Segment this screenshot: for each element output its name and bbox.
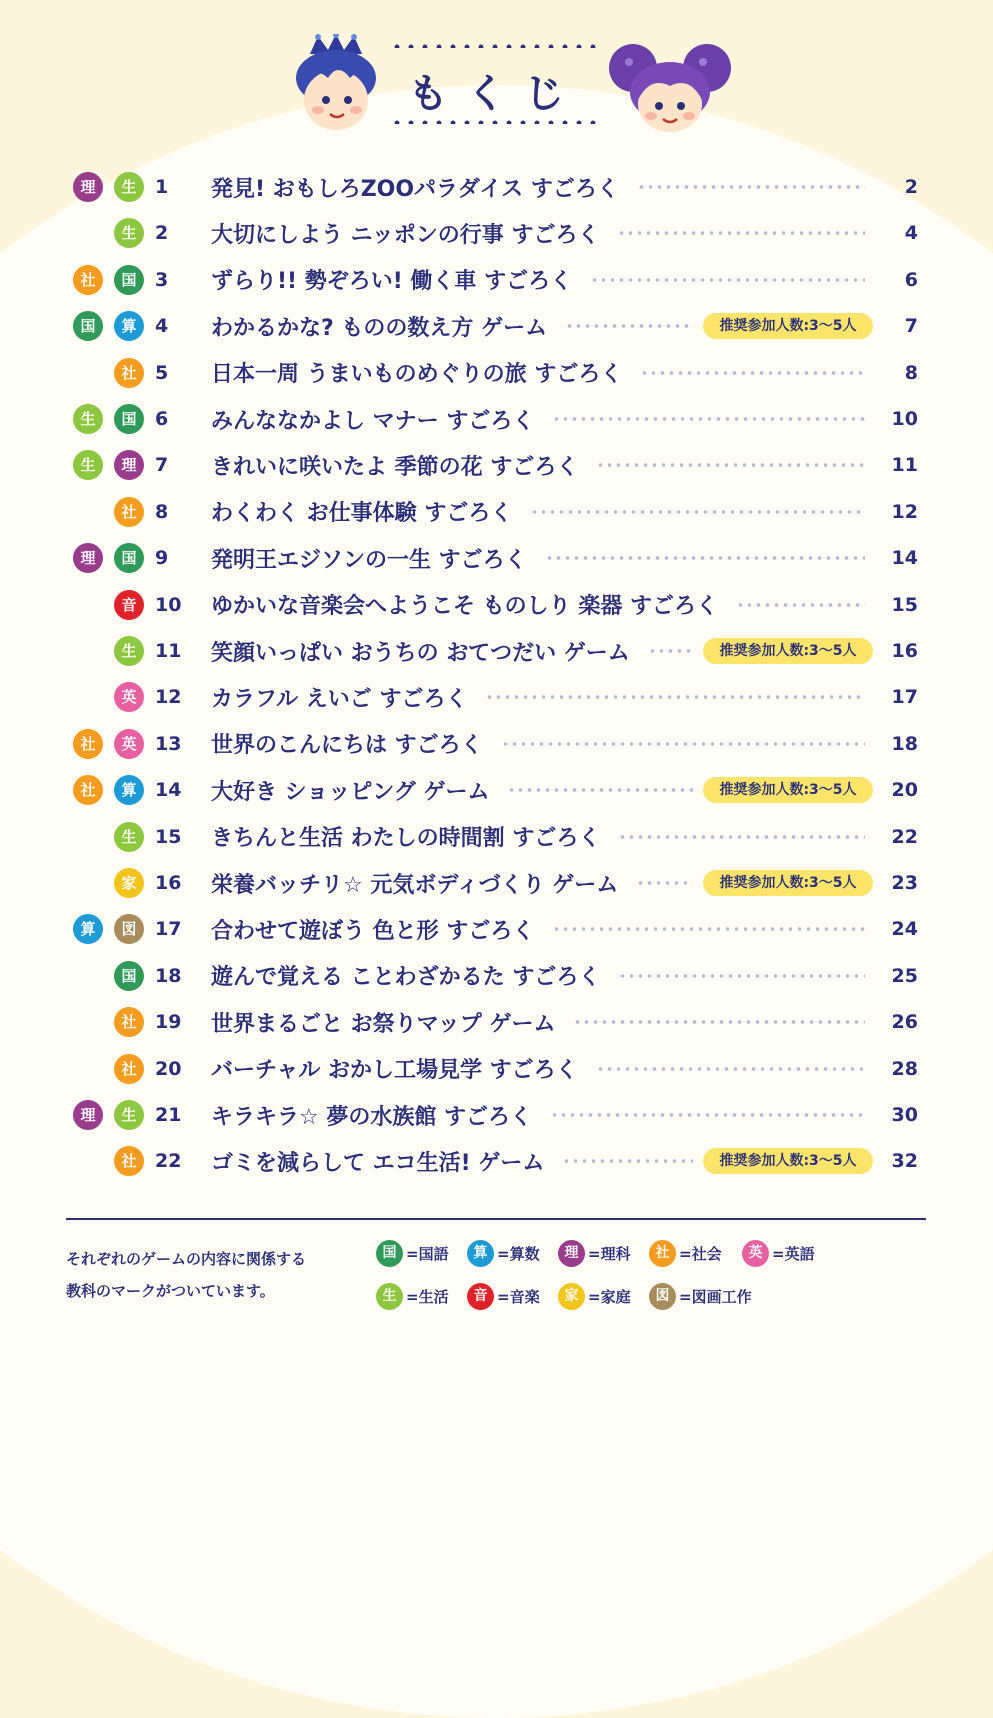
page-number: 15 <box>891 593 918 616</box>
toc-row[interactable] <box>0 859 993 905</box>
dot-leader <box>530 510 865 514</box>
legend-item <box>649 1238 722 1268</box>
dot-leader <box>545 556 865 560</box>
entry-title[interactable]: 栄養バッチリ☆ 元気ボディづくり ゲーム <box>211 872 619 898</box>
page-number: 32 <box>891 1150 918 1173</box>
entry-title[interactable]: バーチャル おかし工場見学 すごろく <box>211 1058 578 1084</box>
dot-leader <box>565 324 693 328</box>
toc-row[interactable] <box>0 1137 993 1183</box>
dot-leader <box>736 603 865 607</box>
dot-leader <box>640 371 865 375</box>
entry-title-line <box>211 1099 875 1131</box>
subject-badge: 音 <box>114 590 144 620</box>
subject-badge: 家 <box>114 868 144 898</box>
entry-title-line <box>211 171 875 203</box>
legend-subject-label: =英語 <box>772 1244 815 1263</box>
subject-badge: 社 <box>114 497 144 527</box>
page-number: 4 <box>904 222 918 245</box>
entry-title-line <box>211 217 875 249</box>
player-count-pill: 推奨参加人数:3〜5人 <box>703 313 873 339</box>
entry-number: 6 <box>155 408 169 430</box>
legend-subject-badge: 図 <box>649 1283 676 1310</box>
legend-item <box>558 1238 631 1268</box>
page-number: 16 <box>891 640 918 662</box>
entry-title-line <box>211 821 875 853</box>
legend-subject-badge: 国 <box>376 1240 403 1267</box>
entry-number: 18 <box>155 964 182 987</box>
subject-badge: 理 <box>73 543 103 573</box>
dot-leader <box>617 231 865 235</box>
dot-leader <box>636 881 693 885</box>
entry-title-line <box>211 449 875 481</box>
subject-badge: 英 <box>114 729 144 759</box>
entry-title[interactable]: 大切にしよう ニッポンの行事 すごろく <box>211 222 600 248</box>
page-number: 26 <box>891 1011 918 1034</box>
page-number: 6 <box>904 268 918 291</box>
page-number: 24 <box>891 918 918 941</box>
dot-leader <box>648 649 693 653</box>
legend-subject-label: =生活 <box>406 1287 449 1306</box>
page-title: もくじ <box>408 71 582 117</box>
subject-badge: 社 <box>114 1054 144 1084</box>
toc-row[interactable] <box>0 534 993 580</box>
toc-row[interactable] <box>0 349 993 395</box>
entry-number: 9 <box>155 547 169 570</box>
legend-subject-label: =算数 <box>497 1244 540 1263</box>
legend-subject-badge: 社 <box>649 1240 676 1267</box>
entry-title-line <box>211 403 875 435</box>
legend-subject-label: =理科 <box>588 1244 631 1263</box>
player-count-pill: 推奨参加人数:3〜5人 <box>703 870 873 896</box>
entry-number: 17 <box>155 918 182 941</box>
page-number: 23 <box>891 872 918 894</box>
entry-title-line <box>211 681 875 713</box>
subject-badge: 社 <box>73 729 103 759</box>
entry-title[interactable]: 笑顔いっぱい おうちの おてつだい ゲーム <box>211 640 630 666</box>
legend-item <box>467 1281 540 1311</box>
entry-title[interactable]: ゆかいな音楽会へようこそ ものしり 楽器 すごろく <box>211 594 718 620</box>
toc-row[interactable] <box>0 302 993 348</box>
toc-row[interactable] <box>0 1091 993 1137</box>
subject-badge: 生 <box>114 1100 144 1130</box>
legend-subject-badge: 家 <box>558 1283 585 1310</box>
page-number: 8 <box>904 361 918 384</box>
entry-number: 2 <box>155 222 169 245</box>
dot-leader <box>550 1113 865 1117</box>
entry-title-line <box>211 1145 875 1177</box>
legend-divider <box>66 1218 926 1220</box>
entry-title[interactable]: 発明王エジソンの一生 すごろく <box>211 547 527 573</box>
dot-leader <box>573 1020 865 1024</box>
subject-badge: 国 <box>114 265 144 295</box>
entry-number: 11 <box>155 640 182 662</box>
legend-item <box>376 1238 449 1268</box>
entry-number: 13 <box>155 732 182 755</box>
entry-number: 1 <box>155 176 169 198</box>
subject-badge: 社 <box>73 265 103 295</box>
toc-row[interactable] <box>0 395 993 441</box>
entry-title-line <box>211 1006 875 1038</box>
entry-number: 16 <box>155 872 182 894</box>
entry-title[interactable]: きれいに咲いたよ 季節の花 すごろく <box>211 454 579 480</box>
entry-title-line <box>211 542 875 574</box>
entry-title[interactable]: 世界まるごと お祭りマップ ゲーム <box>211 1011 556 1037</box>
toc-row[interactable] <box>0 627 993 673</box>
entry-number: 8 <box>155 500 169 523</box>
toc-row[interactable] <box>0 905 993 951</box>
entry-number: 7 <box>155 454 169 477</box>
toc-row[interactable] <box>0 581 993 627</box>
toc-row[interactable] <box>0 163 993 209</box>
page-number: 10 <box>891 408 918 430</box>
entry-title-line <box>211 774 875 806</box>
title-block <box>390 40 600 132</box>
dot-leader <box>552 417 865 421</box>
toc-row[interactable] <box>0 766 993 812</box>
legend-subject-badge: 音 <box>467 1283 494 1310</box>
toc-row[interactable] <box>0 209 993 255</box>
page-number: 30 <box>891 1104 918 1126</box>
entry-title-line <box>211 310 875 342</box>
entry-number: 5 <box>155 361 169 384</box>
title-dotted-rule-bottom <box>390 120 600 124</box>
page-number: 12 <box>891 500 918 523</box>
entry-title[interactable]: わかるかな? ものの数え方 ゲーム <box>211 315 548 341</box>
subject-badge: 国 <box>114 961 144 991</box>
toc-row[interactable] <box>0 256 993 302</box>
boy-character-illustration <box>288 34 384 134</box>
entry-number: 14 <box>155 779 182 802</box>
entry-title-line <box>211 264 875 296</box>
subject-badge: 社 <box>114 1007 144 1037</box>
dot-leader <box>618 835 865 839</box>
subject-badge: 算 <box>73 914 103 944</box>
subject-badge: 生 <box>73 404 103 434</box>
legend-subject-label: =国語 <box>406 1244 449 1263</box>
toc-row[interactable] <box>0 488 993 534</box>
legend-subject-badge: 生 <box>376 1283 403 1310</box>
dot-leader <box>507 788 693 792</box>
legend-item <box>558 1281 631 1311</box>
page-number: 25 <box>891 964 918 987</box>
entry-title[interactable]: 大好き ショッピング ゲーム <box>211 779 490 805</box>
legend-note-line-1: それぞれのゲームの内容に関係する <box>66 1250 307 1268</box>
entry-title[interactable]: 発見! おもしろZOOパラダイス すごろく <box>211 176 619 202</box>
entry-title[interactable]: キラキラ☆ 夢の水族館 すごろく <box>211 1104 533 1130</box>
legend-subject-label: =社会 <box>679 1244 722 1263</box>
dot-leader <box>501 742 865 746</box>
legend-subject-label: =家庭 <box>588 1287 631 1306</box>
entry-title[interactable]: 日本一周 うまいものめぐりの旅 すごろく <box>211 362 623 388</box>
subject-badge: 理 <box>114 450 144 480</box>
entry-number: 21 <box>155 1104 182 1126</box>
entry-title-line <box>211 913 875 945</box>
entry-title-line <box>211 635 875 667</box>
entry-title[interactable]: ゴミを減らして エコ生活! ゲーム <box>211 1150 545 1176</box>
legend-item <box>467 1238 540 1268</box>
page-number: 20 <box>891 779 918 802</box>
subject-badge: 英 <box>114 682 144 712</box>
subject-badge: 生 <box>114 822 144 852</box>
legend-subject-badge: 理 <box>558 1240 585 1267</box>
dot-leader <box>590 278 865 282</box>
page-number: 17 <box>891 686 918 709</box>
legend-subject-badge: 英 <box>742 1240 769 1267</box>
toc-row[interactable] <box>0 813 993 859</box>
entry-title-line <box>211 867 875 899</box>
entry-title-line <box>211 1053 875 1085</box>
entry-title[interactable]: 遊んで覚える ことわざかるた すごろく <box>211 965 601 991</box>
entry-title-line <box>211 728 875 760</box>
legend-item <box>742 1238 815 1268</box>
girl-character-illustration <box>605 42 735 134</box>
entry-number: 19 <box>155 1011 182 1034</box>
page-number: 2 <box>904 176 918 198</box>
subject-badge: 社 <box>73 775 103 805</box>
toc-row[interactable] <box>0 998 993 1044</box>
subject-badge: 生 <box>114 218 144 248</box>
subject-badge: 国 <box>73 311 103 341</box>
legend-note <box>66 1243 366 1307</box>
dot-leader <box>596 1067 865 1071</box>
entry-title[interactable]: わくわく お仕事体験 すごろく <box>211 501 513 527</box>
legend-subject-badge: 算 <box>467 1240 494 1267</box>
subject-badge: 算 <box>114 775 144 805</box>
legend-subject-label: =音楽 <box>497 1287 540 1306</box>
subject-badge: 社 <box>114 358 144 388</box>
entry-number: 15 <box>155 825 182 848</box>
entry-number: 3 <box>155 268 169 291</box>
dot-leader <box>562 1159 693 1163</box>
subject-badge: 社 <box>114 1146 144 1176</box>
subject-badge: 生 <box>114 172 144 202</box>
page-number: 28 <box>891 1057 918 1080</box>
legend-item <box>649 1281 752 1311</box>
subject-badge: 理 <box>73 172 103 202</box>
toc-row[interactable] <box>0 673 993 719</box>
toc-row[interactable] <box>0 720 993 766</box>
entry-title-line <box>211 960 875 992</box>
entry-title[interactable]: カラフル えいご すごろく <box>211 686 468 712</box>
dot-leader <box>552 927 865 931</box>
legend-item <box>376 1281 449 1311</box>
legend-note-line-2: 教科のマークがついています。 <box>66 1282 275 1300</box>
entry-number: 12 <box>155 686 182 709</box>
legend-subject-label: =図画工作 <box>679 1287 752 1306</box>
entry-title[interactable]: ずらり!! 勢ぞろい! 働く車 すごろく <box>211 269 573 295</box>
subject-badge: 生 <box>73 450 103 480</box>
subject-badge: 図 <box>114 914 144 944</box>
entry-title[interactable]: みんななかよし マナー すごろく <box>211 408 535 434</box>
subject-badge: 理 <box>73 1100 103 1130</box>
entry-title[interactable]: 合わせて遊ぼう 色と形 すごろく <box>211 918 535 944</box>
entry-title[interactable]: きちんと生活 わたしの時間割 すごろく <box>211 826 601 852</box>
page-number: 18 <box>891 732 918 755</box>
entry-title-line <box>211 496 875 528</box>
entry-number: 20 <box>155 1057 182 1080</box>
subject-badge: 算 <box>114 311 144 341</box>
player-count-pill: 推奨参加人数:3〜5人 <box>703 1148 873 1174</box>
entry-number: 4 <box>155 315 169 338</box>
dot-leader <box>637 185 865 189</box>
toc-row[interactable] <box>0 952 993 998</box>
title-dotted-rule-top <box>390 44 600 48</box>
page-number: 22 <box>891 825 918 848</box>
toc-row[interactable] <box>0 441 993 487</box>
page-number: 7 <box>904 315 918 338</box>
entry-number: 22 <box>155 1150 182 1173</box>
entry-title-line <box>211 589 875 621</box>
subject-badge: 国 <box>114 543 144 573</box>
page-number: 11 <box>891 454 918 477</box>
subject-badge: 国 <box>114 404 144 434</box>
entry-title-line <box>211 357 875 389</box>
page-number: 14 <box>891 547 918 570</box>
entry-number: 10 <box>155 593 182 616</box>
toc-row[interactable] <box>0 1045 993 1091</box>
entry-title[interactable]: 世界のこんにちは すごろく <box>211 733 483 759</box>
subject-badge: 生 <box>114 636 144 666</box>
dot-leader <box>596 463 865 467</box>
player-count-pill: 推奨参加人数:3〜5人 <box>703 638 873 664</box>
player-count-pill: 推奨参加人数:3〜5人 <box>703 777 873 803</box>
dot-leader <box>485 695 865 699</box>
dot-leader <box>618 974 865 978</box>
